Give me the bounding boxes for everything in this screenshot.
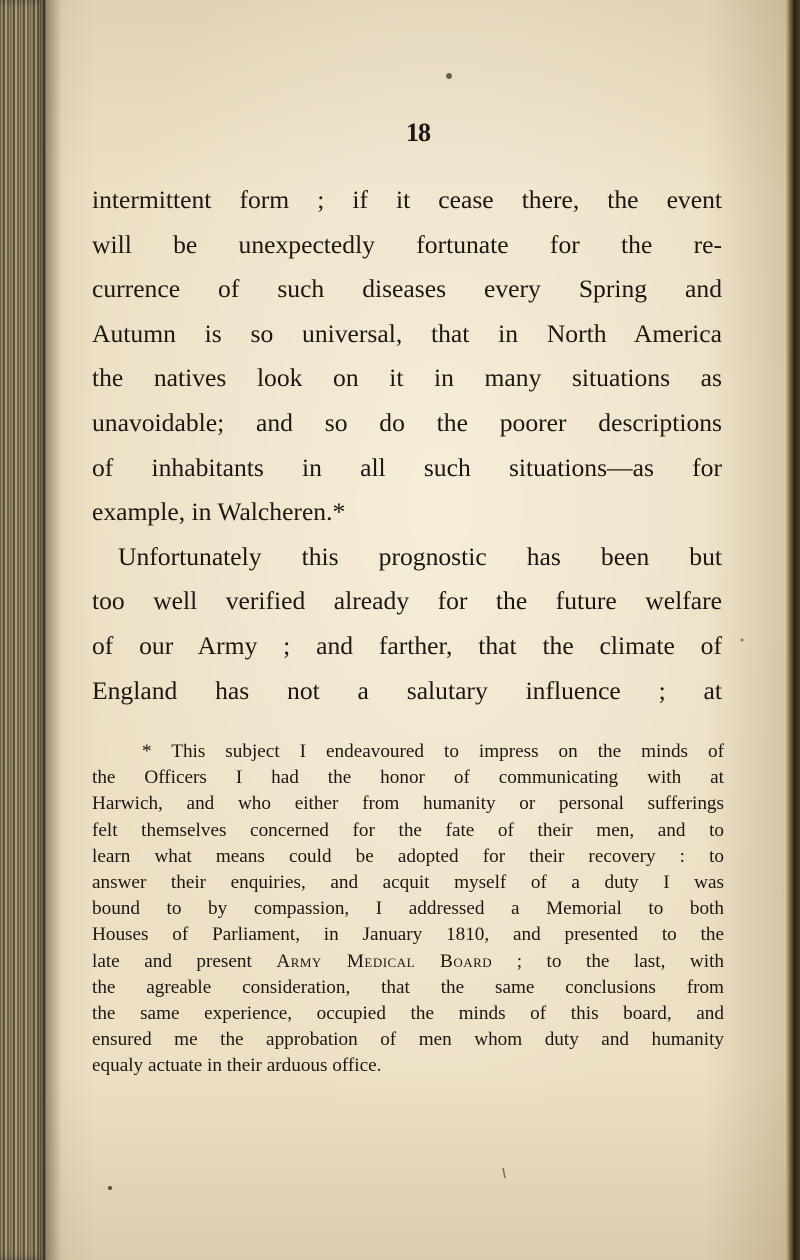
footnote-line: ensured me the approbation of men whom duty and humanity — [92, 1029, 724, 1051]
text-line: example, in Walcheren.* — [92, 497, 346, 527]
footnote-text: ; to the last, with — [516, 950, 725, 972]
text-line: of inhabitants in all such situations—as for — [92, 452, 722, 482]
text-line: England has not a salutary influence ; at — [92, 675, 722, 705]
footnote-line: answer their enquiries, and acquit myself of a duty I was — [92, 872, 724, 894]
board-name: Army Medical Board — [276, 950, 493, 972]
footnote-line: * This subject I endeavoured to impress on the minds of — [142, 741, 724, 762]
text-line: intermittent form ; if it cease there, the event — [92, 185, 722, 214]
footnote-line: Houses of Parliament, in January 1810, and presented to the — [92, 924, 724, 946]
text-line: unavoidable; and so do the poorer descriptions — [92, 407, 722, 437]
text-line: the natives look on it in many situations as — [92, 363, 722, 393]
text-line: too well verified already for the future welfare — [92, 586, 722, 616]
text-line: will be unexpectedly fortunate for the re- — [92, 229, 722, 259]
footnote-line — [92, 949, 724, 975]
ink-speck — [741, 639, 744, 642]
ink-speck — [108, 1186, 112, 1190]
footnote-line: Harwich, and who either from humanity or personal sufferings — [92, 793, 724, 815]
text-line: of our Army ; and farther, that the climate of — [92, 630, 722, 660]
footnote-text: late and present — [92, 950, 277, 972]
page-number: 18 — [406, 118, 430, 147]
text-line: currence of such diseases every Spring and — [92, 274, 722, 304]
ink-speck — [503, 1168, 505, 1178]
footnote — [92, 739, 724, 1080]
body-text — [92, 178, 722, 713]
footnote-line: the same experience, occupied the minds of this board, and — [92, 1003, 724, 1025]
text-line: Unfortunately this prognostic has been but — [118, 541, 722, 571]
ink-speck — [446, 73, 452, 79]
footnote-line: bound to by compassion, I addressed a Memorial to both — [92, 898, 724, 920]
footnote-line: learn what means could be adopted for their recovery : to — [92, 845, 724, 867]
footnote-line: the agreable consideration, that the same conclusions from — [92, 976, 724, 998]
footnote-line: equaly actuate in their arduous office. — [92, 1055, 382, 1077]
footnote-line: the Officers I had the honor of communicating with at — [92, 767, 724, 789]
text-line: Autumn is so universal, that in North America — [92, 318, 722, 348]
footnote-line: felt themselves concerned for the fate of their men, and to — [92, 819, 724, 841]
